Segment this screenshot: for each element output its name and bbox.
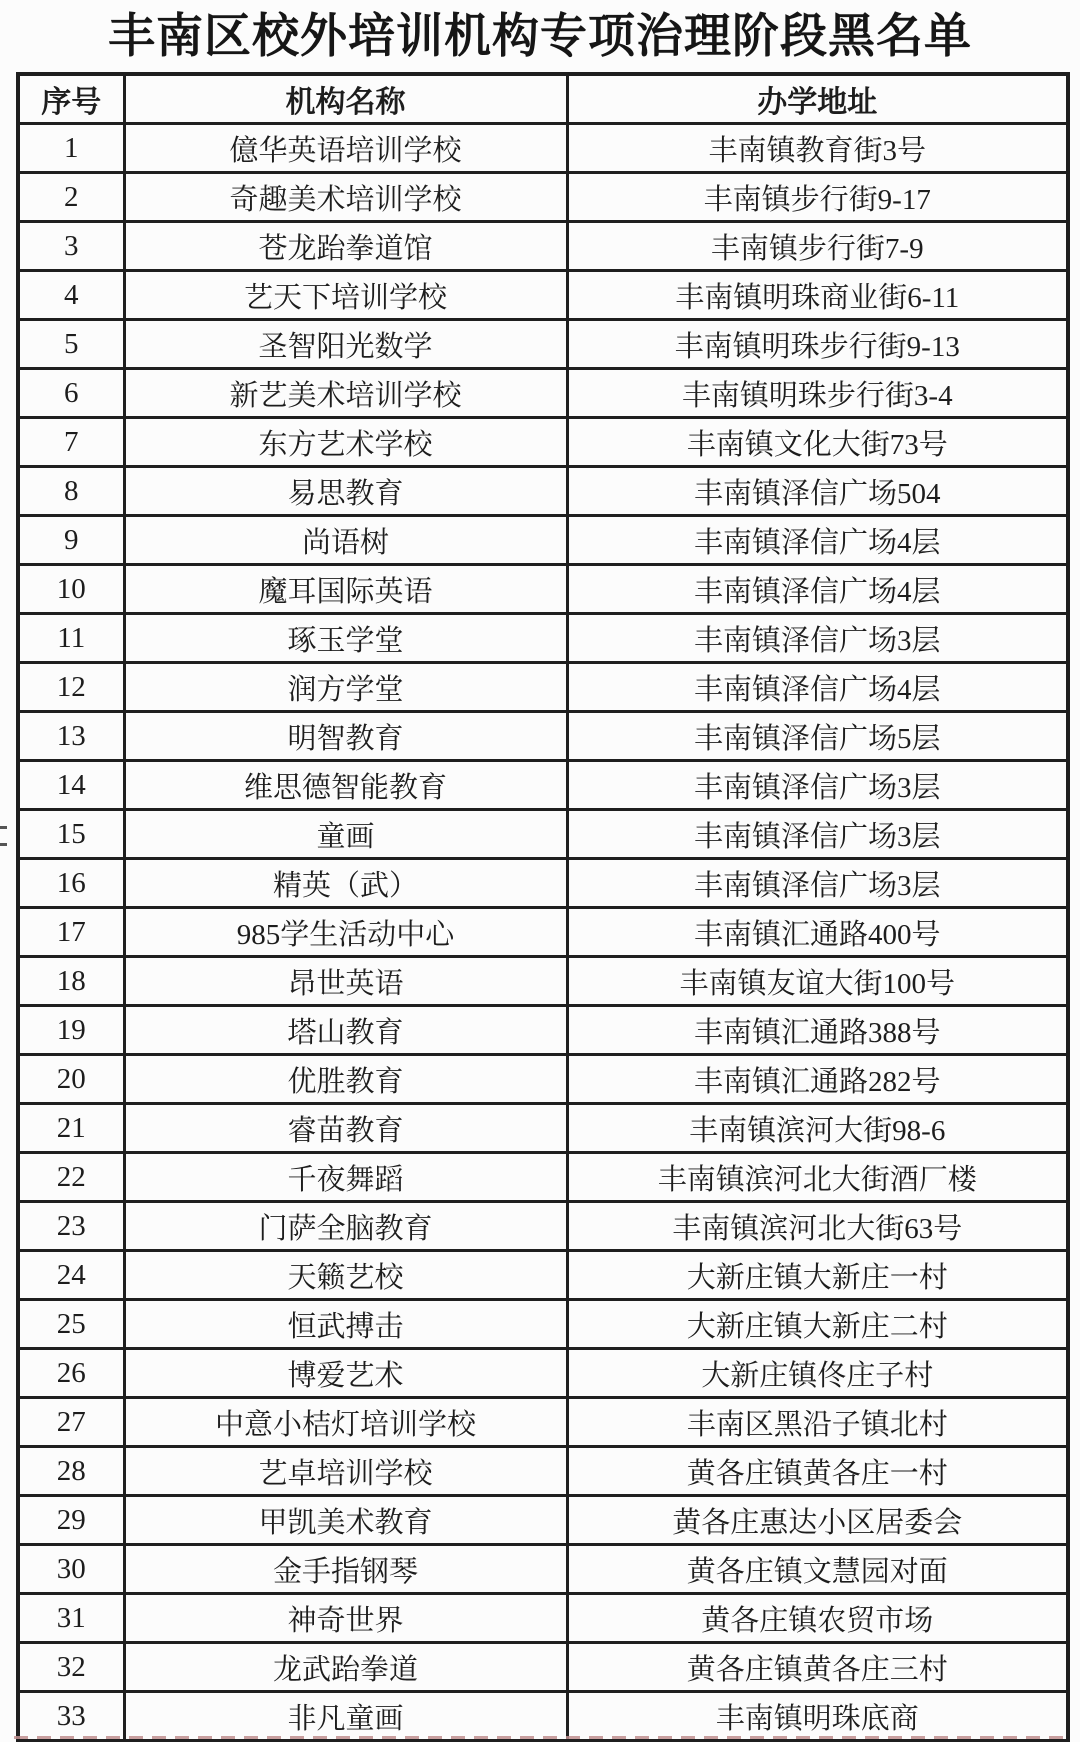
school-address: 大新庄镇佟庄子村	[567, 1349, 1068, 1398]
institution-name: 天籁艺校	[124, 1251, 567, 1300]
scan-bottom-artifact-line	[14, 1736, 1070, 1739]
school-address: 大新庄镇大新庄二村	[567, 1300, 1068, 1349]
school-address: 丰南镇明珠步行街9-13	[567, 320, 1068, 369]
school-address: 丰南镇友谊大街100号	[567, 957, 1068, 1006]
row-index: 9	[18, 516, 124, 565]
table-row	[18, 1398, 1068, 1447]
school-address: 丰南镇泽信广场4层	[567, 516, 1068, 565]
column-header-index: 序号	[18, 74, 124, 124]
institution-name: 睿苗教育	[124, 1104, 567, 1153]
table-row	[18, 712, 1068, 761]
row-index: 15	[18, 810, 124, 859]
school-address: 丰南镇汇通路282号	[567, 1055, 1068, 1104]
institution-name: 易思教育	[124, 467, 567, 516]
institution-name: 985学生活动中心	[124, 908, 567, 957]
row-index: 24	[18, 1251, 124, 1300]
school-address: 丰南镇明珠步行街3-4	[567, 369, 1068, 418]
row-index: 23	[18, 1202, 124, 1251]
row-index: 11	[18, 614, 124, 663]
table-row	[18, 908, 1068, 957]
table-row	[18, 1006, 1068, 1055]
school-address: 丰南镇滨河北大街63号	[567, 1202, 1068, 1251]
table-row	[18, 516, 1068, 565]
blacklist-table	[16, 72, 1070, 1742]
table-row	[18, 565, 1068, 614]
institution-name: 新艺美术培训学校	[124, 369, 567, 418]
institution-name: 塔山教育	[124, 1006, 567, 1055]
page-title: 丰南区校外培训机构专项治理阶段黑名单	[108, 11, 972, 63]
school-address: 黄各庄镇黄各庄三村	[567, 1643, 1068, 1692]
row-index: 10	[18, 565, 124, 614]
row-index: 33	[18, 1692, 124, 1742]
school-address: 丰南镇泽信广场4层	[567, 565, 1068, 614]
institution-name: 优胜教育	[124, 1055, 567, 1104]
table-row	[18, 1300, 1068, 1349]
column-header-school-address: 办学地址	[567, 74, 1068, 124]
institution-name: 昂世英语	[124, 957, 567, 1006]
table-row	[18, 614, 1068, 663]
table-row	[18, 1055, 1068, 1104]
school-address: 丰南镇汇通路388号	[567, 1006, 1068, 1055]
school-address: 丰南镇步行街7-9	[567, 222, 1068, 271]
row-index: 8	[18, 467, 124, 516]
institution-name: 魔耳国际英语	[124, 565, 567, 614]
institution-name: 圣智阳光数学	[124, 320, 567, 369]
row-index: 7	[18, 418, 124, 467]
institution-name: 金手指钢琴	[124, 1545, 567, 1594]
school-address: 丰南镇滨河北大街酒厂楼	[567, 1153, 1068, 1202]
institution-name: 艺天下培训学校	[124, 271, 567, 320]
school-address: 丰南镇泽信广场4层	[567, 663, 1068, 712]
school-address: 丰南镇泽信广场3层	[567, 859, 1068, 908]
row-index: 4	[18, 271, 124, 320]
row-index: 13	[18, 712, 124, 761]
institution-name: 神奇世界	[124, 1594, 567, 1643]
table-row	[18, 418, 1068, 467]
institution-name: 润方学堂	[124, 663, 567, 712]
school-address: 丰南镇滨河大街98-6	[567, 1104, 1068, 1153]
school-address: 丰南镇文化大街73号	[567, 418, 1068, 467]
institution-name: 维思德智能教育	[124, 761, 567, 810]
table-row	[18, 467, 1068, 516]
table-row	[18, 1545, 1068, 1594]
table-row	[18, 1349, 1068, 1398]
table-row	[18, 957, 1068, 1006]
school-address: 丰南镇汇通路400号	[567, 908, 1068, 957]
table-row	[18, 761, 1068, 810]
table-row	[18, 663, 1068, 712]
table-row	[18, 320, 1068, 369]
school-address: 丰南镇步行街9-17	[567, 173, 1068, 222]
row-index: 18	[18, 957, 124, 1006]
table-row	[18, 369, 1068, 418]
row-index: 19	[18, 1006, 124, 1055]
school-address: 丰南镇泽信广场3层	[567, 761, 1068, 810]
table-row	[18, 1153, 1068, 1202]
row-index: 17	[18, 908, 124, 957]
table-row	[18, 810, 1068, 859]
table-row	[18, 222, 1068, 271]
institution-name: 精英（武）	[124, 859, 567, 908]
table-row	[18, 1692, 1068, 1742]
institution-name: 东方艺术学校	[124, 418, 567, 467]
school-address: 丰南镇泽信广场5层	[567, 712, 1068, 761]
row-index: 30	[18, 1545, 124, 1594]
school-address: 黄各庄镇黄各庄一村	[567, 1447, 1068, 1496]
institution-name: 非凡童画	[124, 1692, 567, 1742]
school-address: 丰南区黑沿子镇北村	[567, 1398, 1068, 1447]
table-row	[18, 124, 1068, 173]
row-index: 5	[18, 320, 124, 369]
row-index: 29	[18, 1496, 124, 1545]
school-address: 黄各庄惠达小区居委会	[567, 1496, 1068, 1545]
table-row	[18, 271, 1068, 320]
row-index: 14	[18, 761, 124, 810]
institution-name: 龙武跆拳道	[124, 1643, 567, 1692]
row-index: 21	[18, 1104, 124, 1153]
institution-name: 童画	[124, 810, 567, 859]
table-row	[18, 1643, 1068, 1692]
row-index: 26	[18, 1349, 124, 1398]
institution-name: 億华英语培训学校	[124, 124, 567, 173]
row-index: 20	[18, 1055, 124, 1104]
school-address: 丰南镇明珠底商	[567, 1692, 1068, 1742]
table-row	[18, 1251, 1068, 1300]
table-row	[18, 859, 1068, 908]
row-index: 25	[18, 1300, 124, 1349]
row-index: 31	[18, 1594, 124, 1643]
school-address: 丰南镇明珠商业街6-11	[567, 271, 1068, 320]
school-address: 丰南镇泽信广场504	[567, 467, 1068, 516]
row-index: 1	[18, 124, 124, 173]
row-index: 3	[18, 222, 124, 271]
row-index: 22	[18, 1153, 124, 1202]
institution-name: 琢玉学堂	[124, 614, 567, 663]
row-index: 28	[18, 1447, 124, 1496]
institution-name: 苍龙跆拳道馆	[124, 222, 567, 271]
row-index: 12	[18, 663, 124, 712]
table-row	[18, 173, 1068, 222]
school-address: 丰南镇泽信广场3层	[567, 810, 1068, 859]
institution-name: 中意小桔灯培训学校	[124, 1398, 567, 1447]
institution-name: 千夜舞蹈	[124, 1153, 567, 1202]
school-address: 黄各庄镇农贸市场	[567, 1594, 1068, 1643]
institution-name: 博爱艺术	[124, 1349, 567, 1398]
row-index: 6	[18, 369, 124, 418]
table-header-row	[18, 74, 1068, 124]
institution-name: 尚语树	[124, 516, 567, 565]
row-index: 16	[18, 859, 124, 908]
school-address: 大新庄镇大新庄一村	[567, 1251, 1068, 1300]
institution-name: 门萨全脑教育	[124, 1202, 567, 1251]
row-index: 27	[18, 1398, 124, 1447]
column-header-institution-name: 机构名称	[124, 74, 567, 124]
table-row	[18, 1594, 1068, 1643]
institution-name: 奇趣美术培训学校	[124, 173, 567, 222]
table-row	[18, 1447, 1068, 1496]
institution-name: 恒武搏击	[124, 1300, 567, 1349]
school-address: 黄各庄镇文慧园对面	[567, 1545, 1068, 1594]
table-row	[18, 1496, 1068, 1545]
table-row	[18, 1104, 1068, 1153]
row-index: 2	[18, 173, 124, 222]
table-row	[18, 1202, 1068, 1251]
institution-name: 甲凯美术教育	[124, 1496, 567, 1545]
institution-name: 明智教育	[124, 712, 567, 761]
scan-edge-artifact	[0, 826, 7, 846]
school-address: 丰南镇教育街3号	[567, 124, 1068, 173]
row-index: 32	[18, 1643, 124, 1692]
school-address: 丰南镇泽信广场3层	[567, 614, 1068, 663]
institution-name: 艺卓培训学校	[124, 1447, 567, 1496]
